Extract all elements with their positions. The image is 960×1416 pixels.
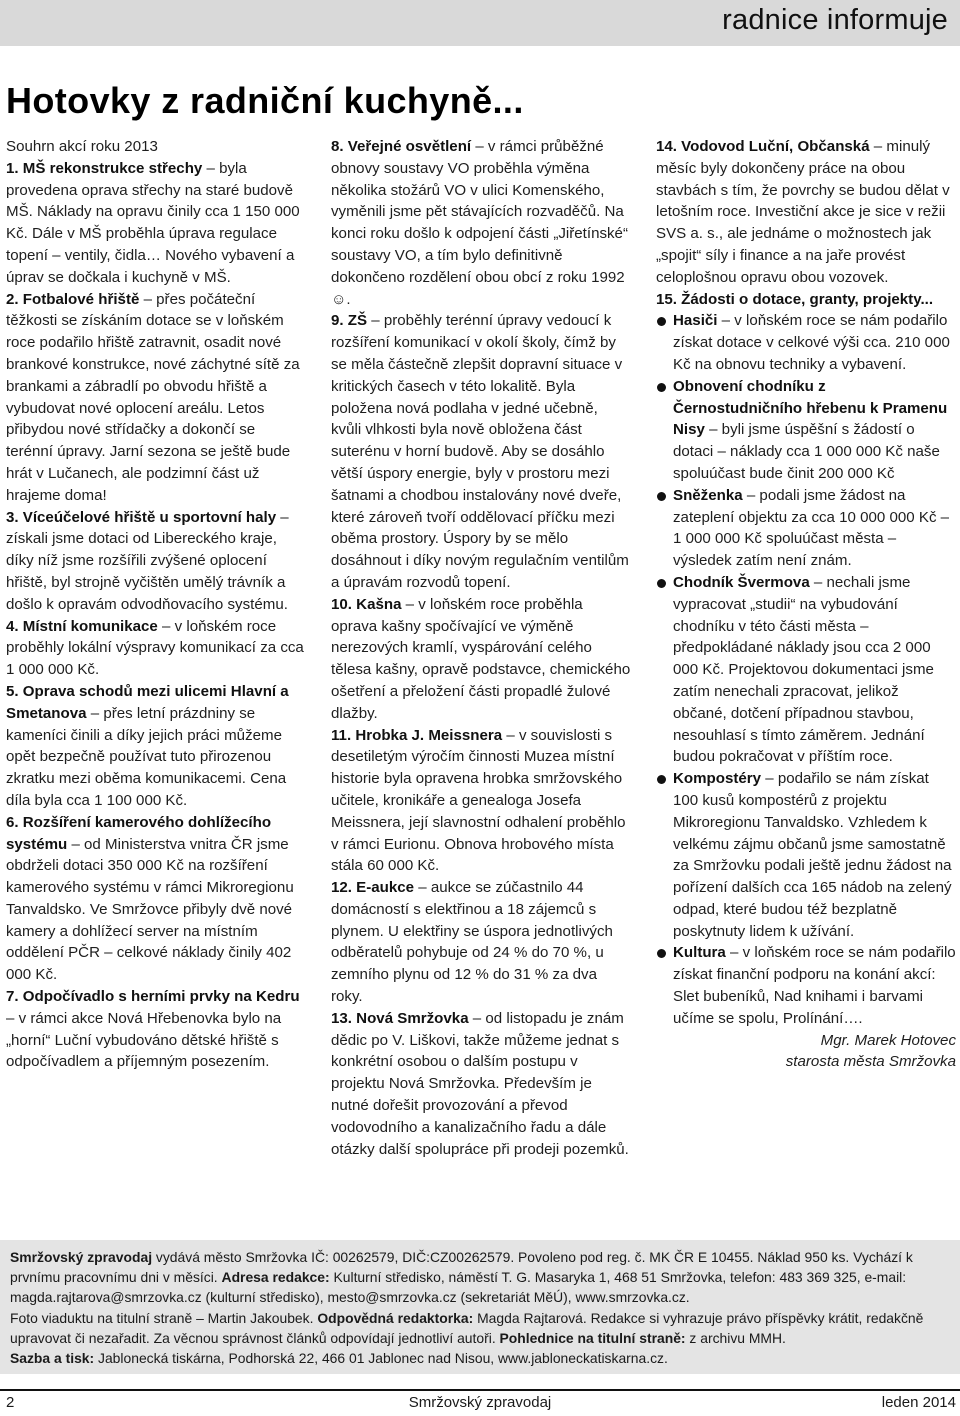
bullet-chodnik-svermova-title: Chodník Švermova	[673, 573, 810, 591]
bullet-kultura	[656, 942, 956, 1029]
item-6-text: – od Ministerstva vnitra ČR jsme obdrželi dotaci 350 000 Kč na rozšíření kamerového systému v rámci Mikroregionu Tanvaldsko. Ve Smržovce přibyly dvě nové kamery a dohlížecí server na místním oddělení PČR – celkové náklady činily 402 000 Kč.	[6, 835, 294, 984]
imprint-postcard-label: Pohlednice na titulní straně:	[499, 1329, 686, 1346]
bottom-divider	[0, 1389, 960, 1391]
item-8-title: 8. Veřejné osvětlení	[331, 138, 472, 155]
bullet-kultura-title: Kultura	[673, 944, 726, 962]
bullet-chodnik-svermova-text: – nechali jsme vypracovat „studii“ na vybudování chodníku v této části města – předpokládané náklady jsou cca 2 000 000 Kč. Projektovou dokumentaci jsme zatím nenechali zpracovat, jelikož občané, dotčení případnou stavbou, nesouhlasí s tímto záměrem. Jednání budou pokračovat v příštím roce.	[673, 573, 934, 766]
item-3-title: 3. Víceúčelové hřiště u sportovní haly	[6, 508, 277, 526]
issue-date: leden 2014	[881, 1394, 956, 1411]
item-14-title: 14. Vodovod Luční, Občanská	[656, 138, 870, 155]
item-5	[6, 681, 306, 812]
bullet-kultura-text: – v loňském roce se nám podařilo získat finanční podporu na konání akcí: Slet bubeníků, Nad knihami i barvami učíme se spolu, Prolínání….	[673, 944, 956, 1027]
imprint-address-label: Adresa redakce:	[221, 1269, 330, 1286]
article-headline: Hotovky z radniční kuchyně...	[6, 80, 524, 121]
item-12	[331, 877, 631, 1008]
item-11-text: – v souvislosti s desetiletým výročím činnosti Muzea místní historie byla opravena hrobka smržovského učitele, kronikáře a genealoga Josefa Meissnera, její slavnostní odhalení proběhlo v rámci Eurionu. Obnova hrobového místa stála 60 000 Kč.	[331, 726, 626, 875]
publication-name: Smržovský zpravodaj	[408, 1394, 552, 1411]
bullet-snezenka	[656, 485, 956, 572]
item-15	[656, 289, 956, 311]
imprint-credits	[10, 1308, 950, 1348]
item-10	[331, 594, 631, 725]
signature-role: starosta města Smržovka	[785, 1053, 956, 1071]
item-6-title: 6. Rozšíření kamerového dohlížecího systému	[6, 813, 272, 853]
imprint-address: Kulturní středisko, náměstí T. G. Masaryka 1, 468 51 Smržovka, telefon: 483 369 325, e-mail: magda.rajtarova@smrzovka.cz (kulturní středisko), mesto@smrzovka.cz (sekretariát MěÚ), www.smrzovka.cz.	[10, 1269, 907, 1306]
item-8	[331, 136, 631, 310]
imprint-publisher: vydává město Smržovka IČ: 00262579, DIČ:CZ00262579. Povoleno pod reg. č. MK ČR E 10455. Náklad 950 ks. Vychází k prvnímu pracovnímu dni v měsíci.	[10, 1249, 913, 1286]
item-10-title: 10. Kašna	[331, 595, 402, 613]
item-3	[6, 507, 306, 616]
item-3-text: – získali jsme dotaci od Libereckého kraje, díky níž jsme rozšířili zvýšené oplocení hřiště, byl strojně vyčištěn umělý trávník a došlo k opravám odvodňovacího systému.	[6, 508, 289, 613]
item-5-text: – přes letní prázdniny se kameníci činili a díky jejich práci můžeme opět bezpečně používat tuto přirozenou zkratku mezi oběma komunikacemi. Cena díla byla cca 1 100 000 Kč.	[6, 704, 287, 809]
item-4-text: – v loňském roce proběhly lokální výspravy komunikací za cca 1 000 000 Kč.	[6, 617, 304, 679]
bullet-snezenka-text: – podali jsme žádost na zateplení objektu za cca 10 000 000 Kč – 1 000 000 Kč spoluúčast města – výsledek zatím není znám.	[673, 486, 950, 570]
imprint-editor-label: Odpovědná redaktorka:	[317, 1309, 474, 1326]
item-2	[6, 289, 306, 507]
imprint-editor: Magda Rajtarová. Redakce si vyhrazuje právo příspěvky krátit, redakčně upravovat či nezařadit. Za věcnou správnost článků odpovídají jednotliví autoři.	[10, 1309, 924, 1346]
item-4	[6, 616, 306, 681]
item-15-title: 15. Žádosti o dotace, granty, projekty...	[656, 290, 934, 308]
imprint-text	[10, 1247, 950, 1308]
intro-line: Souhrn akcí roku 2013	[6, 138, 158, 155]
bullet-snezenka-title: Sněženka	[673, 486, 743, 504]
column-2	[331, 136, 631, 1160]
item-2-text: – přes počáteční těžkosti se získáním dotace se v loňském roce podařilo hřiště zatravnit, osadit nové brankové konstrukce, nové záchytné sítě za brankami a zábradlí po obvodu hřiště a vybudovat nové oplocení areálu. Letos přibydou nové střídačky a dokončí se terénní úpravy. Jarní sezona se ještě bude hrát v Lučanech, ale podzimní část už hrajeme doma!	[6, 290, 300, 504]
item-1	[6, 158, 306, 289]
bullet-chodnik-nisa	[656, 376, 956, 485]
item-10-text: – v loňském roce proběhla oprava kašny spočívající ve výměně nerezových kramlí, vyspárování celého tělesa kašny, opravě podstavce, chemického ošetření a přeložení části propadlé žulové dlažby.	[331, 595, 631, 722]
item-14	[656, 136, 956, 289]
bullet-chodnik-nisa-text: – byli jsme úspěšní s žádostí o dotaci – náklady cca 1 000 000 Kč naše spoluúčast bude činit 200 000 Kč	[673, 421, 940, 482]
item-7-title: 7. Odpočívadlo s herními prvky na Kedru	[6, 988, 300, 1006]
imprint-postcard: z archivu MMH.	[685, 1329, 786, 1346]
section-header-bar	[0, 0, 960, 46]
section-title: radnice informuje	[722, 4, 948, 36]
imprint-printer: Jablonecká tiskárna, Podhorská 22, 466 01 Jablonec nad Nisou, www.jabloneckatiskarna.cz.	[94, 1350, 668, 1367]
item-14-text: – minulý měsíc byly dokončeny práce na obou stavbách s tím, že povrchy se budou dělat v letošním roce. Investiční akce je sice v režii SVS a. s., ale jednáme o možnostech jak „spojit“ síly i finance a na jaře provést celoplošnou opravu obou vozovek.	[656, 138, 950, 286]
item-13-text: – od listopadu je znám dědic po V. Liškovi, takže můžeme jednat s konkrétní osobou o dalším postupu v projektu Nová Smržovka. Především je nutné dořešit provozování a převod vodovodního a kanalizačního řadu a dále otázky další spolupráce při prodeji pozemků.	[331, 1009, 629, 1158]
bullet-kompostery-text: – podařilo se nám získat 100 kusů kompostérů z projektu Mikroregionu Tanvaldsko. Vzhledem k velkému zájmu občanů jsme samostatně za Smržovku podali ještě jednu žádost na pořízení dalších cca 165 nádob na zelený odpad, které budou též bezplatně poskytnuty lidem k užívání.	[673, 770, 952, 940]
item-2-title: 2. Fotbalové hřiště	[6, 290, 140, 308]
bullet-kompostery	[656, 768, 956, 942]
item-12-title: 12. E-aukce	[331, 879, 415, 897]
item-9	[331, 310, 631, 593]
imprint-print-label: Sazba a tisk:	[10, 1350, 95, 1367]
bullet-kompostery-title: Kompostéry	[673, 770, 762, 788]
item-11-title: 11. Hrobka J. Meissnera	[331, 726, 503, 744]
item-7-text: – v rámci akce Nová Hřebenovka bylo na „horní“ Luční vybudováno dětské hřiště s odpočívadlem a příjemným posezením.	[6, 1009, 282, 1071]
column-1	[6, 136, 306, 1073]
bullet-chodnik-nisa-title: Obnovení chodníku z Černostudničního hřebenu k Pramenu Nisy	[673, 377, 948, 439]
item-6	[6, 812, 306, 986]
imprint-photo: Foto viaduktu na titulní straně – Martin Jakoubek.	[10, 1309, 318, 1326]
bullet-chodnik-svermova	[656, 572, 956, 768]
item-1-text: – byla provedena oprava střechy na staré budově MŠ. Náklady na opravu činily cca 1 150 000 Kč. Dále v MŠ proběhla úprava regulace topení – ventily, čidla… Nového vybavení a úprav se dočkala i kuchyně v MŠ.	[6, 159, 300, 286]
bullet-hasici-text: – v loňském roce se nám podařilo získat dotace v celkové výši cca. 210 000 Kč na obnovu techniky a vybavení.	[673, 312, 950, 373]
signature-name: Mgr. Marek Hotovec	[820, 1031, 956, 1049]
item-13-title: 13. Nová Smržovka	[331, 1009, 469, 1027]
column-3	[656, 136, 956, 1073]
item-12-text: – aukce se zúčastnilo 44 domácností s elektřinou a 18 zájemců s plynem. U elektřiny se úspora jednotlivých odběratelů pohybuje od 24 % do 70 %, u zemního plynu od 12 % do 31 % za dva roky.	[331, 879, 613, 1006]
item-4-title: 4. Místní komunikace	[6, 617, 158, 635]
item-9-title: 9. ZŠ	[331, 312, 368, 330]
item-5-title: 5. Oprava schodů mezi ulicemi Hlavní a Smetanova	[6, 682, 289, 722]
item-9-text: – proběhly terénní úpravy vedoucí k rozšíření komunikací v okolí školy, čímž by se měla částečně zlepšit dopravní situace v kritických časech v této lokalitě. Byla položena nová podlaha v jedné učebně, kvůli vlhkosti byla nově obložena část suterénu v horní budově. Aby se dosáhlo větší úspory energie, byly v prostoru mezi šatnami a chodbou instalovány nové dveře, které zároveň tvoří oddělovací příčku mezi oběma prostory. Úspory by se mělo dosáhnout i díky novým regulačním ventilům a úpravám rozvodů topení.	[331, 312, 629, 591]
page-number: 2	[6, 1394, 15, 1411]
item-1-title: 1. MŠ rekonstrukce střechy	[6, 159, 203, 177]
bullet-hasici	[656, 310, 956, 375]
item-7	[6, 986, 306, 1073]
item-11	[331, 725, 631, 878]
item-8-text: – v rámci průběžné obnovy soustavy VO proběhla výměna několika stožárů VO v ulici Komenského, vyměnili jsme pět stávajících rozvaděčů. Na konci roku došlo k odpojení části „Jiřetínské“ soustavy VO, a tím bylo definitivně dokončeno rozdělení obou obcí z roku 1992 ☺.	[331, 138, 628, 308]
imprint-publication: Smržovský zpravodaj	[10, 1249, 153, 1265]
imprint-box	[0, 1240, 960, 1374]
item-13	[331, 1008, 631, 1161]
imprint-print	[10, 1348, 950, 1368]
bullet-hasici-title: Hasiči	[673, 312, 718, 330]
